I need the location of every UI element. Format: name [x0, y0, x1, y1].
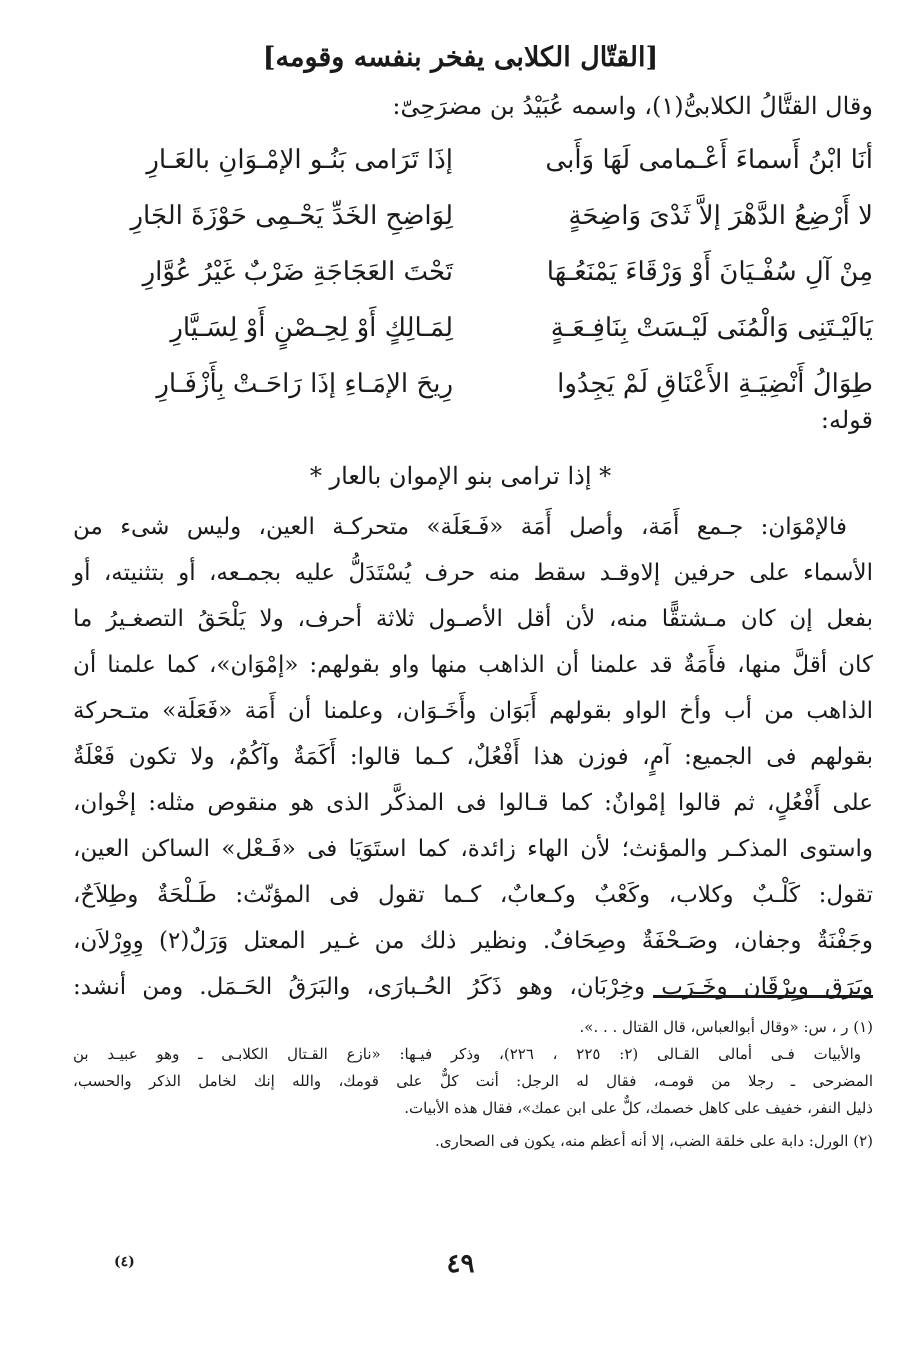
commentary-paragraph	[73, 504, 873, 1010]
signature-mark: (٤)	[114, 1254, 135, 1270]
verse-first-hemistich: طِوَالُ أَنْضِيَـةِ الأَعْنَاقِ لَمْ يَجِدُوا	[557, 369, 873, 399]
paragraph-line: على أَفْعُلٍ، ثم قالوا إمْوانٌ: كما قـالوا فى المذكَّر الذى هو منقوص مثله: إخْوان،	[73, 790, 873, 816]
paragraph-line: الأسماء على حرفين إلاوقـد سقط منه حرف يُسْتَدَلُّ عليه بجمـعه، أو بتثنيته، أو	[73, 560, 873, 586]
verse-first-hemistich: أنَا ابْنُ أَسماءَ أَعْـمامى لَهَا وَأَبى	[545, 145, 873, 175]
intro-line: وقال القتَّالُ الكلابىُّ(١)، واسمه عُبَيْدُ بن مضرَحِىّ:	[392, 92, 873, 120]
footnote-line: (١) ر ، س: «وقال أبوالعباس، قال القتال . . .».	[579, 1018, 873, 1036]
paragraph-line: بفعل إن كان مـشتقًّا منه، لأن أقل الأصـول ثلاثة أحرف، ولا يَلْحَقُ التصغـيرُ ما	[73, 606, 873, 632]
verse-first-hemistich: مِنْ آلِ سُفْـيَانَ أَوْ وَرْقَاءَ يَمْنَعُـهَا	[546, 257, 873, 287]
verse-second-hemistich: تَحْتَ العَجَاجَةِ ضَرْبٌ غَيْرُ عُوَّارِ	[142, 257, 453, 287]
poem-verse	[133, 360, 873, 416]
section-title: [القتّال الكلابى يفخر بنفسه وقومه]	[262, 42, 659, 73]
paragraph-line: واستوى المذكـر والمؤنث؛ لأن الهاء زائدة، كما استَوَيَا فى «فَـعْل» الساكن العين،	[73, 836, 873, 862]
poem-verse	[133, 136, 873, 192]
paragraph-line: وجَفْنَةٌ وجفان، وصَـحْفَةٌ وصِحَافٌ. ونظير ذلك من غـير المعتل وَرَلٌ(٢) وِوِرْلاَن،	[73, 928, 873, 954]
poem-verse	[130, 192, 873, 248]
footnotes	[73, 1014, 873, 1155]
poem-verse	[133, 304, 873, 360]
paragraph-line: كان أقلَّ منها، فأَمَةٌ قد علمنا أن الذاهب منها واو بقولهم: «إمْوَان»، كما علمنا أن	[73, 652, 873, 678]
poem-verse	[133, 248, 873, 304]
paragraph-line: بقولهم فى الجميع: آمٍ، فوزن هذا أَفْعُلٌ، كـما قالوا: أَكَمَةٌ وآكُمٌ، ولا تكون فَعْلَةٌ	[73, 744, 873, 770]
verse-first-hemistich: يَالَيْـتَنِى وَالْمُنَى لَيْـسَتْ بِنَافِـعَـةٍ	[550, 313, 873, 343]
footnote-line: المضرحى ـ رجلا من قومـه، فقال له الرجل: أنت كلٌّ على قومك، والله إنك لخامل الذكر والحسب،	[73, 1072, 873, 1090]
footnote-line: (٢) الورل: دابة على خلقة الضب، إلا أنه أعظم منه، يكون فى الصحارى.	[435, 1132, 873, 1150]
paragraph-line: الذاهب من أب وأخ الواو بقولهم أَبَوَان وأَخَـوَان، وعلمنا أن أَمَة «فَعَلَة» متـحركة	[73, 698, 873, 724]
verse-first-hemistich: لا أَرْضِعُ الدَّهْرَ إلاَّ ثَدْىَ وَاضِحَةٍ	[568, 201, 873, 231]
footnote-divider	[653, 995, 873, 998]
page-number: ٤٩	[446, 1249, 475, 1279]
commentary-lead: قوله:	[820, 406, 873, 434]
verse-second-hemistich: لِوَاضِحِ الخَدِّ يَحْـمِى حَوْزَةَ الجَارِ	[130, 201, 453, 231]
poem	[130, 136, 873, 416]
paragraph-line: وبَرَق وبِرْقَان وخَـرَب وخِرْبَان، وهو ذَكَرُ الحُـبارَى، والبَرَقُ الحَـمَل. ومن أنشد:	[73, 974, 873, 1000]
paragraph-line: فالإمْوَان: جـمع أَمَة، وأصل أَمَة «فَـعَلَة» متحركـة العين، وليس شىء من	[73, 514, 847, 540]
verse-second-hemistich: إذَا تَرَامى بَنُـو الإمْـوَانِ بالعَـارِ	[146, 145, 453, 175]
footnote-line: ذليل النفر، خفيف على كاهل خصمك، كلٌّ على ابن عمك»، فقال هذه الأبيات.	[404, 1099, 873, 1117]
verse-second-hemistich: لِمَـالِكٍ أَوْ لِحِـصْنٍ أَوْ لِسَـيَّارِ	[170, 313, 453, 343]
verse-second-hemistich: رِيحَ الإمَـاءِ إذَا رَاحَـتْ بِأَزْفَـارِ	[156, 369, 453, 399]
footnote-line: والأبيات فـى أمالى القـالى (٢: ٢٢٥ ، ٢٢٦)، وذكر فيـها: «نازع القـتال الكلابـى ـ وهو عبيـد بن	[73, 1045, 861, 1063]
quoted-hemistich: * إذا ترامى بنو الإموان بالعار *	[309, 462, 612, 490]
paragraph-line: تقول: كَلْـبٌ وكلاب، وكَعْبٌ وكـعابٌ، كـما تقول فى المؤنّث: طَـلْحَةٌ وطِلاَحٌ،	[73, 882, 873, 908]
